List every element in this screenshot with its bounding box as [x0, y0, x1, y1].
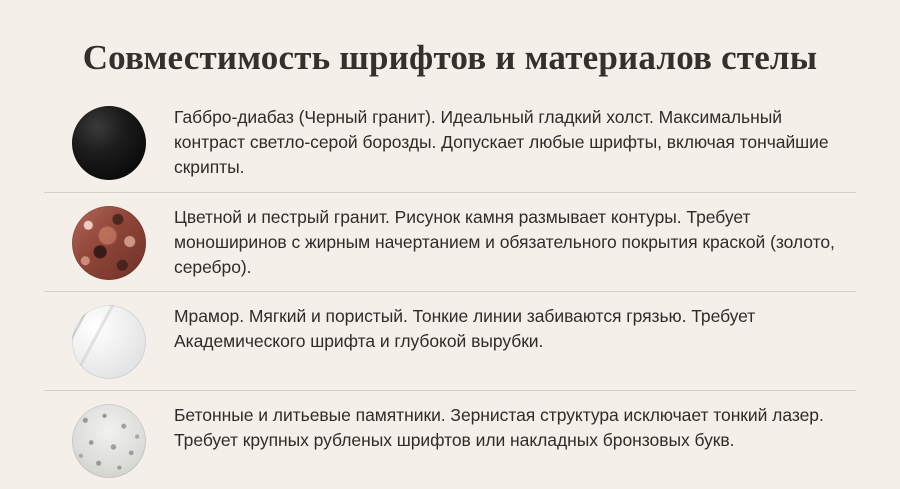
- swatch-cell: [44, 204, 174, 280]
- material-description: Габбро-диабаз (Черный гранит). Идеальный гладкий холст. Максимальный контраст светло-серой борозды. Допускает любые шрифты, включая тончайшие скрипты.: [174, 107, 829, 178]
- gabbro-diabase-swatch: [72, 106, 146, 180]
- material-description: Цветной и пестрый гранит. Рисунок камня размывает контуры. Требует моноширинов с жирным начертанием и обязательного покрытия краской (золото, серебро).: [174, 206, 835, 277]
- concrete-swatch: [72, 404, 146, 478]
- material-list: [44, 100, 856, 489]
- swatch-cell: [44, 104, 174, 180]
- list-item: [44, 100, 856, 192]
- list-item: [44, 192, 856, 292]
- material-description: Бетонные и литьевые памятники. Зернистая структура исключает тонкий лазер. Требует крупных рубленых шрифтов или накладных бронзовых букв.: [174, 405, 824, 451]
- colored-granite-swatch: [72, 206, 146, 280]
- list-item: [44, 291, 856, 390]
- swatch-cell: [44, 402, 174, 478]
- swatch-cell: [44, 303, 174, 379]
- marble-swatch: [72, 305, 146, 379]
- material-description: Мрамор. Мягкий и пористый. Тонкие линии забиваются грязью. Требует Академического шрифта и глубокой вырубки.: [174, 306, 756, 352]
- list-item: [44, 390, 856, 489]
- page-title: Совместимость шрифтов и материалов стелы: [82, 38, 818, 77]
